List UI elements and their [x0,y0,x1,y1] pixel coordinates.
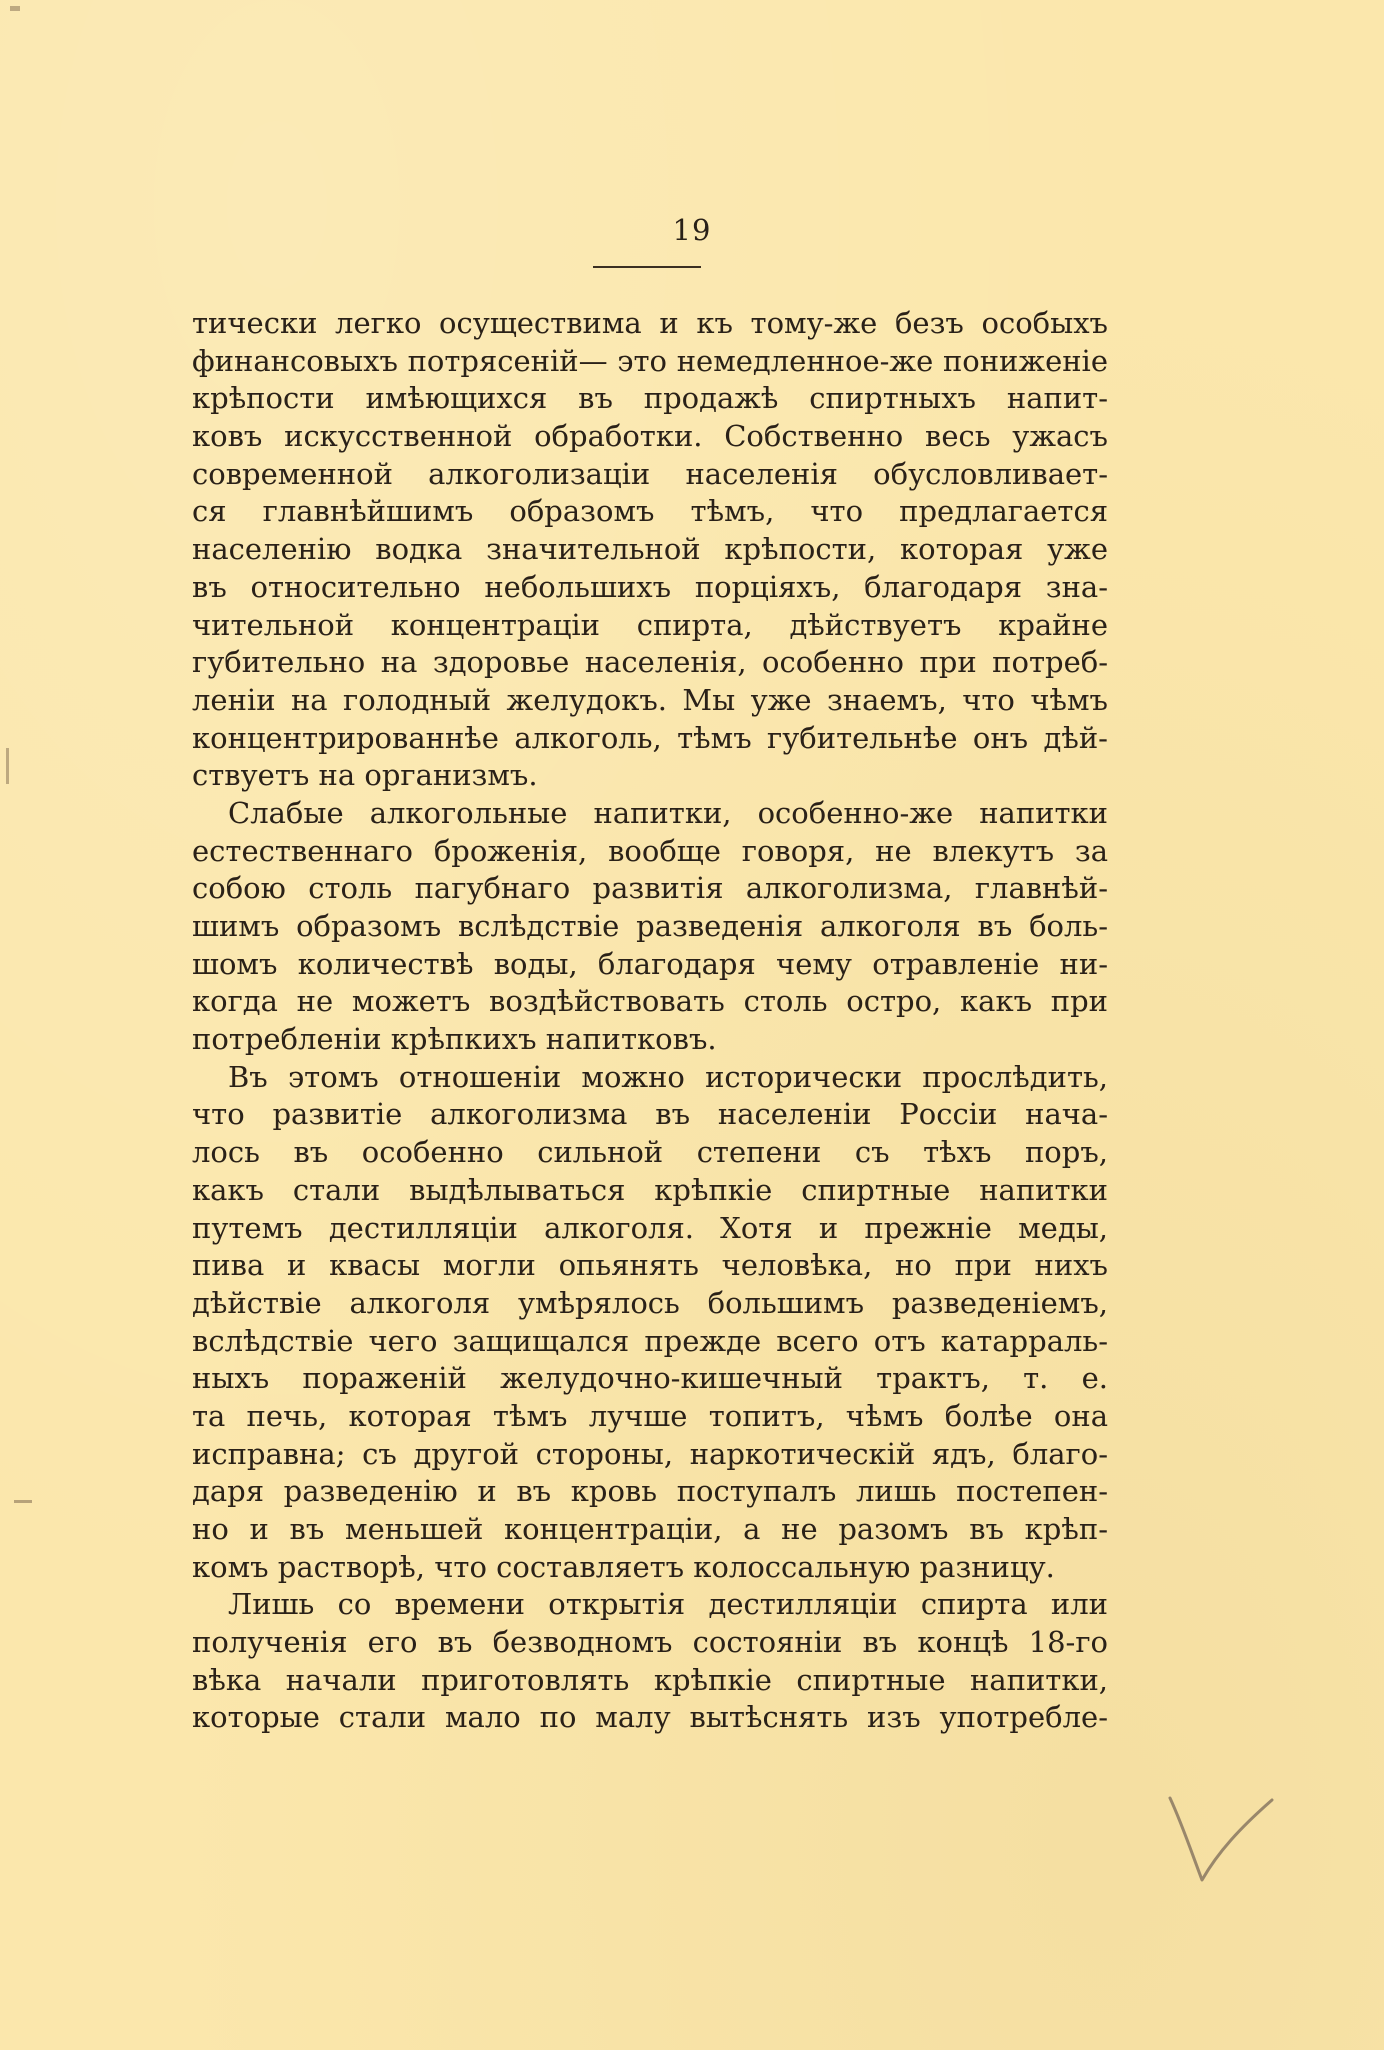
text-line: полученія его въ безводномъ состояніи въ концѣ 18-го [192,1625,1108,1660]
text-line: губительно на здоровье населенія, особенно при потреб- [192,645,1108,680]
text-line: шимъ образомъ вслѣдствіе разведенія алкоголя въ боль- [192,909,1108,943]
text-line: вѣка начали приготовлять крѣпкіе спиртные напитки, [192,1662,1108,1697]
text-line: въ относительно небольшихъ порціяхъ, благодаря зна- [192,569,1108,604]
text-line: шомъ количествѣ воды, благодаря чему отравленіе ни- [192,946,1108,981]
text-line: современной алкоголизаціи населенія обусловливает- [192,456,1108,491]
text-line: потребленіи крѣпкихъ напитковъ. [192,1022,717,1057]
body-text [192,305,1108,1737]
text-line: но и въ меньшей концентраціи, а не разомъ въ крѣп- [192,1512,1108,1546]
text-line: ствуетъ на организмъ. [192,758,538,793]
text-line: населенію водка значительной крѣпости, которая уже [192,532,1108,567]
text-line: Лишь со времени открытія дестилляціи спирта или [228,1587,1108,1622]
text-line: что развитіе алкоголизма въ населеніи Россіи нача- [192,1097,1108,1132]
text-line: чительной концентраціи спирта, дѣйствуетъ крайне [192,607,1108,642]
page-number: 19 [672,213,712,247]
margin-mark [6,748,9,784]
text-line: ковъ искусственной обработки. Собственно весь ужасъ [192,419,1108,454]
text-line: даря разведенію и въ кровь поступалъ лишь постепен- [192,1474,1108,1509]
text-line: ся главнѣйшимъ образомъ тѣмъ, что предлагается [192,494,1108,529]
text-line: ныхъ пораженій желудочно-кишечный трактъ, т. е. [192,1361,1108,1396]
text-line: естественнаго броженія, вообще говоря, не влекутъ за [192,833,1108,868]
text-line: дѣйствіе алкоголя умѣрялось большимъ разведеніемъ, [192,1285,1108,1320]
text-line: лось въ особенно сильной степени съ тѣхъ поръ, [192,1135,1108,1170]
header-rule [593,266,701,268]
text-line: тически легко осуществима и къ тому-же безъ особыхъ [192,306,1108,340]
text-line: та печь, которая тѣмъ лучше топитъ, чѣмъ болѣе она [192,1398,1108,1433]
margin-dash [14,1500,32,1503]
corner-dot [10,6,20,11]
text-line: исправна; съ другой стороны, наркотическій ядъ, благо- [192,1436,1108,1471]
text-line: леніи на голодный желудокъ. Мы уже знаемъ, что чѣмъ [192,682,1108,717]
text-line: какъ стали выдѣлываться крѣпкіе спиртные напитки [192,1172,1108,1207]
text-line: путемъ дестилляціи алкоголя. Хотя и прежніе меды, [192,1210,1108,1245]
text-line: которые стали мало по малу вытѣснять изъ употребле- [192,1700,1108,1735]
text-line: комъ растворѣ, что составляетъ колоссальную разницу. [192,1549,1055,1584]
text-line: Слабые алкогольные напитки, особенно-же напитки [228,795,1108,830]
text-line: собою столь пагубнаго развитія алкоголизма, главнѣй- [192,871,1108,906]
text-line: крѣпости имѣющихся въ продажѣ спиртныхъ напит- [192,381,1108,416]
text-line: когда не можетъ воздѣйствовать столь остро, какъ при [192,984,1108,1019]
text-line: финансовыхъ потрясеній— это немедленное-же пониженіе [192,343,1108,378]
text-line: Въ этомъ отношеніи можно исторически прослѣдить, [228,1059,1108,1094]
checkmark-icon [1160,1790,1280,1900]
text-line: вслѣдствіе чего защищался прежде всего отъ катарраль- [192,1323,1108,1358]
text-line: концентрированнѣе алкоголь, тѣмъ губительнѣе онъ дѣй- [192,720,1108,755]
text-line: пива и квасы могли опьянять человѣка, но при нихъ [192,1248,1108,1283]
